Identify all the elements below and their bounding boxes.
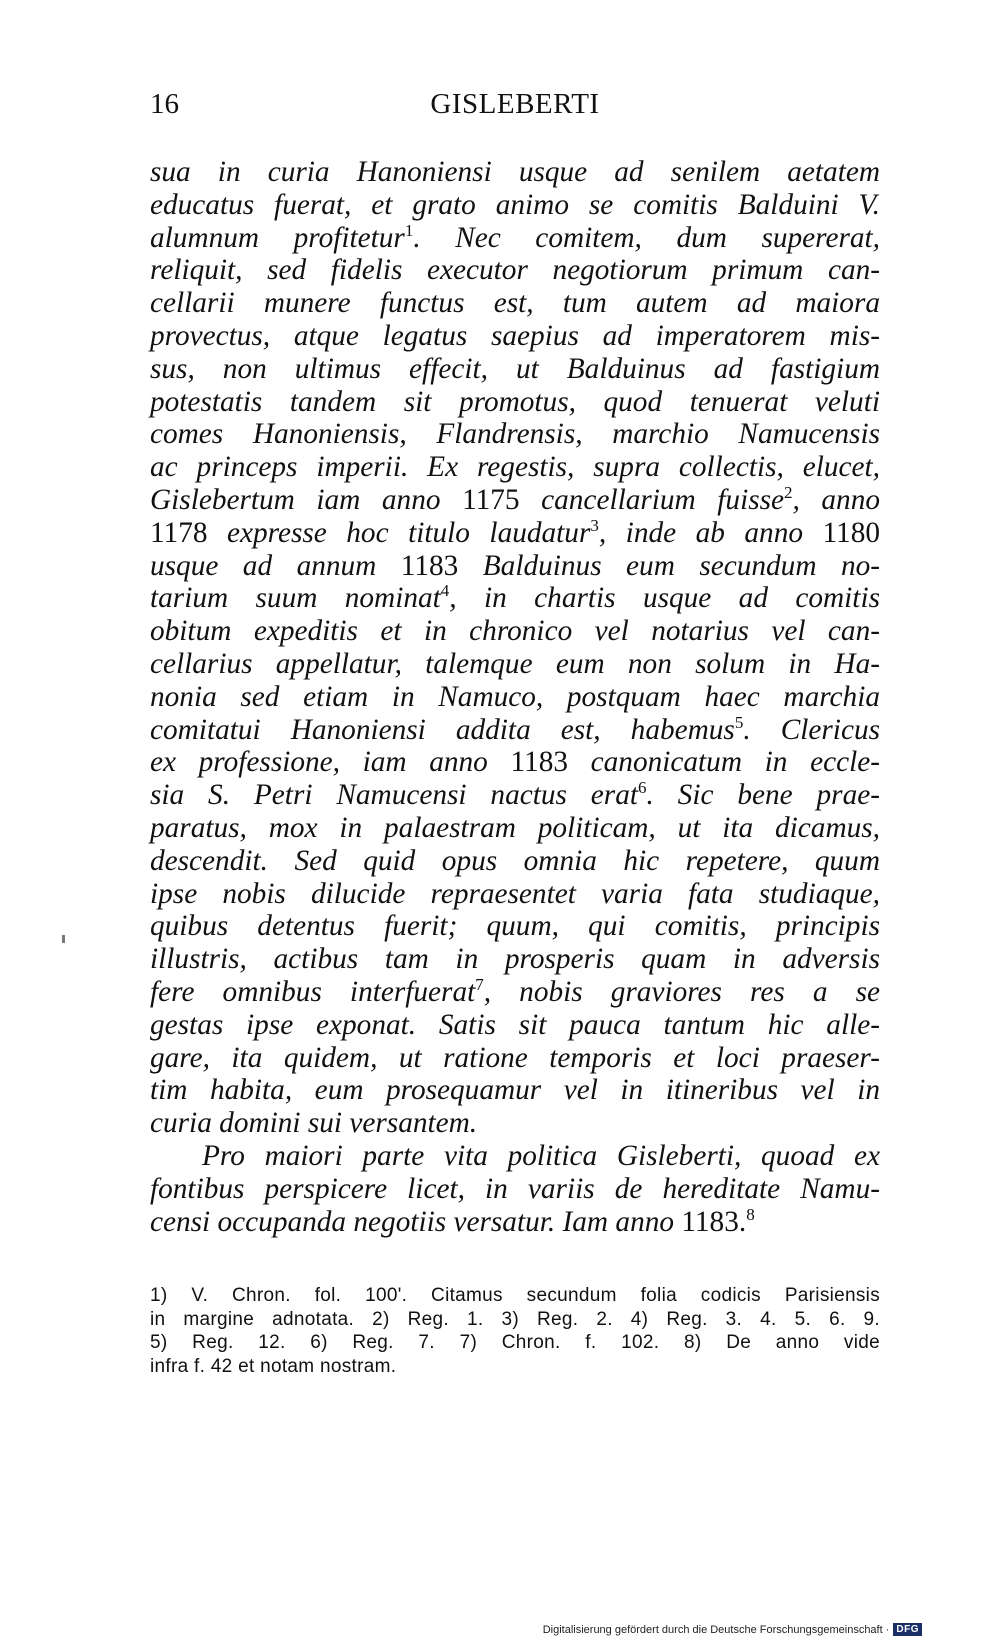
text-segment: Balduinus eum secundum no-	[458, 549, 881, 582]
text-line: gare, ita quidem, ut ratione temporis et loci praeser-	[150, 1041, 880, 1074]
year-number: 1178	[150, 516, 208, 549]
text-segment: sia S. Petri Namucensi nactus erat	[150, 779, 638, 812]
text-line: quibus detentus fuerit; quum, qui comitis, principis	[150, 910, 880, 943]
text-segment: usque ad annum	[150, 549, 401, 582]
credit-text: Digitalisierung gefördert durch die Deutsche Forschungsgemeinschaft ·	[542, 1623, 890, 1636]
text-segment: canonicatum in eccle-	[568, 746, 880, 779]
year-number: 1183	[400, 549, 459, 582]
text-line: gestas ipse exponat. Satis sit pauca tantum hic alle-	[150, 1008, 880, 1041]
footnote-ref: 3	[590, 515, 599, 535]
text-line	[150, 582, 880, 615]
text-line: potestatis tandem sit promotus, quod tenuerat veluti	[150, 385, 880, 418]
footnote-line: infra f. 42 et notam nostram.	[150, 1355, 397, 1377]
text-line	[150, 714, 880, 747]
text-segment: . Sic bene prae-	[646, 779, 880, 812]
footnote-ref: 5	[734, 712, 744, 732]
margin-mark	[62, 935, 65, 943]
text-line	[150, 222, 880, 255]
text-line: descendit. Sed quid opus omnia hic repetere, quum	[150, 844, 880, 877]
text-line: educatus fuerat, et grato animo se comitis Balduini V.	[150, 188, 880, 221]
text-line	[150, 484, 880, 517]
footnote-ref: 8	[746, 1204, 755, 1224]
text-segment: , inde ab anno	[598, 516, 823, 549]
text-segment: , nobis graviores res a se	[483, 975, 880, 1008]
year-number: 1183	[510, 746, 568, 779]
text-line: sua in curia Hanoniensi usque ad senilem aetatem	[150, 156, 880, 188]
footnote-ref: 4	[440, 581, 450, 601]
text-segment: ex professione, iam anno	[150, 746, 511, 779]
text-line: provectus, atque legatus saepius ad imperatorem mis-	[150, 319, 880, 352]
dfg-logo: DFG	[893, 1623, 922, 1636]
year-number: 1175	[462, 483, 520, 516]
digitization-credit	[543, 1623, 922, 1636]
text-segment: tarium suum nominat	[150, 582, 441, 615]
footnotes	[150, 1284, 880, 1378]
text-line	[150, 746, 880, 779]
text-line: obitum expeditis et in chronico vel notarius vel can-	[150, 615, 880, 648]
text-segment: expresse hoc titulo laudatur	[207, 516, 591, 549]
footnote-ref: 2	[784, 482, 793, 502]
footnote-line: in margine adnotata. 2) Reg. 1. 3) Reg. 2. 4) Reg. 3. 4. 5. 6. 9.	[150, 1308, 880, 1330]
text-segment: , in chartis usque ad comitis	[449, 582, 880, 615]
body-text	[150, 156, 880, 1238]
text-line: curia domini sui versantem.	[150, 1107, 478, 1140]
text-line: nonia sed etiam in Namuco, postquam haec marchia	[150, 680, 880, 713]
page-number: 16	[150, 88, 179, 120]
text-segment: comitatui Hanoniensi addita est, habemus	[150, 713, 735, 746]
text-line: reliquit, sed fidelis executor negotiorum primum can-	[150, 254, 880, 287]
year-number: 1183.	[681, 1205, 747, 1238]
text-segment: . Clericus	[743, 713, 880, 746]
year-number: 1180	[822, 516, 881, 549]
text-line: ipse nobis dilucide repraesentet varia fata studiaque,	[150, 877, 880, 910]
footnote-ref: 6	[637, 778, 647, 798]
text-line	[150, 517, 880, 550]
text-line	[150, 976, 880, 1009]
footnote-ref: 7	[475, 974, 484, 994]
text-line: illustris, actibus tam in prosperis quam in adversis	[150, 943, 880, 976]
text-line: ac princeps imperii. Ex regestis, supra collectis, elucet,	[150, 451, 880, 484]
text-segment: fere omnibus interfuerat	[150, 975, 476, 1008]
text-line: fontibus perspicere licet, in variis de hereditate Namu-	[150, 1172, 880, 1205]
text-line	[150, 550, 880, 583]
text-line: paratus, mox in palaestram politicam, ut ita dicamus,	[150, 811, 880, 844]
text-segment: Gislebertum iam anno	[150, 483, 463, 516]
text-segment: . Nec comitem, dum supererat,	[413, 221, 880, 254]
text-line: cellarii munere functus est, tum autem ad maiora	[150, 287, 880, 320]
text-segment: alumnum profitetur	[150, 221, 405, 254]
text-line: sus, non ultimus effecit, ut Balduinus ad fastigium	[150, 352, 880, 385]
text-segment: , anno	[792, 483, 880, 516]
running-head: GISLEBERTI	[430, 88, 600, 120]
footnote-line: 1) V. Chron. fol. 100'. Citamus secundum folia codicis Parisiensis	[150, 1285, 880, 1306]
text-line: Pro maiori parte vita politica Gisleberti, quoad ex	[202, 1139, 880, 1172]
footnote-ref: 1	[404, 220, 414, 240]
page-header	[150, 88, 880, 128]
text-line	[150, 1206, 880, 1239]
text-segment: censi occupanda negotiis versatur. Iam anno	[150, 1205, 682, 1238]
text-line	[150, 779, 880, 812]
text-line: cellarius appellatur, talemque eum non solum in Ha-	[150, 647, 880, 680]
text-line: comes Hanoniensis, Flandrensis, marchio Namucensis	[150, 418, 880, 451]
footnote-line: 5) Reg. 12. 6) Reg. 7. 7) Chron. f. 102. 8) De anno vide	[150, 1332, 880, 1353]
text-line: tim habita, eum prosequamur vel in itineribus vel in	[150, 1074, 880, 1107]
text-segment: cancellarium fuisse	[519, 483, 785, 516]
